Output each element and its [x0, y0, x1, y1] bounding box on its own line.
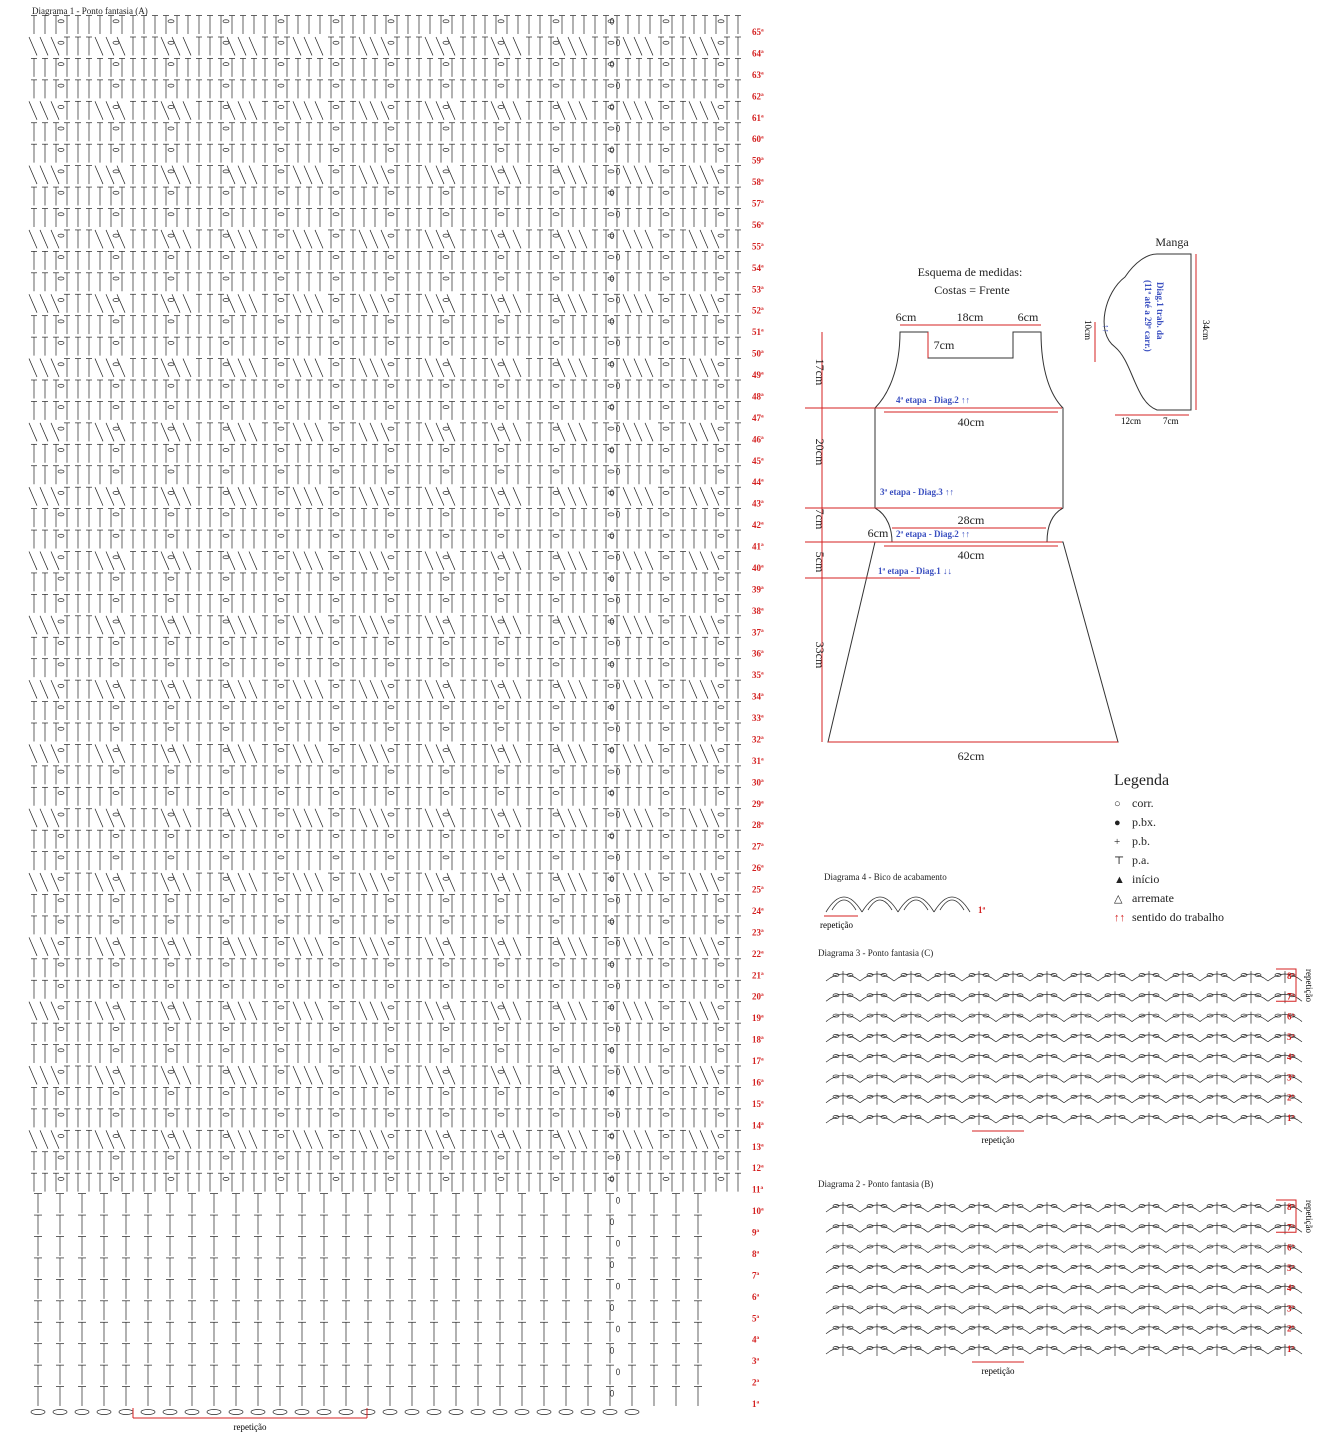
stage-4-label: 4ª etapa - Diag.2 ↑↑	[896, 395, 970, 405]
stitch-grid	[826, 1202, 1302, 1356]
diagram1-row-label: 53ª	[752, 284, 764, 295]
diagram1-row-label: 9ª	[752, 1227, 760, 1238]
diagram2-row-label: 2ª	[1287, 1323, 1295, 1334]
diagram1-row-label: 30ª	[752, 777, 764, 788]
diagram1-row-label: 1ª	[752, 1399, 760, 1409]
diagram3-row-label: 8ª	[1287, 971, 1295, 981]
single-crochet-icon: +	[1114, 835, 1121, 848]
sleeve-schema	[1075, 232, 1211, 432]
sleeve-7cm: 7cm	[1163, 416, 1179, 426]
diagram1-row-label: 39ª	[752, 584, 764, 595]
legend-item-label: sentido do trabalho	[1132, 910, 1224, 924]
stage-3-label: 3ª etapa - Diag.3 ↑↑	[880, 487, 954, 497]
diagram1-row-label: 24ª	[752, 905, 764, 916]
diagram1-row-label: 46ª	[752, 434, 764, 445]
measure-17cm: 17cm	[813, 358, 827, 386]
legend-item-label: corr.	[1132, 796, 1154, 810]
measure-28cm: 28cm	[957, 513, 985, 527]
diagram1-row-label: 56ª	[752, 219, 764, 230]
diagram1-row-label: 33ª	[752, 713, 764, 723]
legend-item	[1114, 832, 1314, 851]
diagram1-row-label: 58ª	[752, 177, 764, 188]
schema-title-1: Esquema de medidas:	[917, 265, 1023, 279]
diagram1-row-label: 11ª	[752, 1184, 764, 1195]
legend-item-label: arremate	[1132, 891, 1174, 905]
diagram1-row-label: 16ª	[752, 1077, 764, 1088]
diagram3-chart	[812, 945, 1322, 1155]
diagram1-row-label: 17ª	[752, 1056, 764, 1066]
diagram1-row-label: 26ª	[752, 863, 764, 874]
diagram1-row-label: 18ª	[752, 1034, 764, 1045]
sleeve-arrows: ↑↑	[1101, 324, 1111, 333]
diagram1-row-label: 13ª	[752, 1141, 764, 1152]
diagram1-row-label: 23ª	[752, 927, 764, 938]
diagram1-row-label: 3ª	[752, 1356, 760, 1367]
diagram1-row-label: 43ª	[752, 498, 764, 509]
diagram1-row-label: 48ª	[752, 391, 764, 402]
diagram3	[812, 945, 1322, 1155]
chain-icon: ○	[1114, 797, 1121, 810]
diagram2-title: Diagrama 2 - Ponto fantasia (B)	[818, 1179, 934, 1189]
diagram1-row-label: 22ª	[752, 948, 764, 959]
diagram1-row-label: 64ª	[752, 48, 764, 59]
diagram1-row-label: 36ª	[752, 648, 764, 659]
legend-item	[1114, 870, 1314, 889]
diagram2-row-label: 4ª	[1287, 1283, 1295, 1294]
diagram3-row-label: 3ª	[1287, 1072, 1295, 1083]
stage-1-label: 1ª etapa - Diag.1 ↓↓	[878, 566, 952, 576]
diagram1-row-label: 14ª	[752, 1120, 764, 1131]
legend-item	[1114, 794, 1314, 813]
diagram1-row-label: 41ª	[752, 541, 764, 552]
legend-item-label: início	[1132, 872, 1160, 886]
diagram4-repeat: repetição	[820, 920, 853, 930]
sleeve-12cm: 12cm	[1121, 416, 1141, 426]
diagram3-row-label: 7ª	[1287, 991, 1295, 1002]
diagram1-row-label: 27ª	[752, 841, 764, 852]
diagram1-row-label: 51ª	[752, 327, 764, 338]
legend-items	[1114, 794, 1314, 927]
sleeve-note-2: (11ª até a 29ª carr.)	[1143, 280, 1153, 352]
diagram1-row-label: 34ª	[752, 691, 764, 702]
direction-icon: ↑↑	[1114, 911, 1125, 924]
diagram1-row-label: 2ª	[752, 1377, 760, 1388]
diagram2-row-label: 8ª	[1287, 1202, 1295, 1212]
diagram1-row-label: 55ª	[752, 241, 764, 252]
diagram1-row-label: 57ª	[752, 198, 764, 209]
legend-item-label: p.a.	[1132, 853, 1150, 867]
diagram1-row-label: 5ª	[752, 1313, 760, 1324]
diagram1-row-label: 15ª	[752, 1098, 764, 1109]
diagram1-row-label: 45ª	[752, 455, 764, 466]
diagram1-row-label: 37ª	[752, 627, 764, 638]
measure-62cm: 62cm	[957, 749, 985, 763]
treble-icon: ⊤	[1114, 855, 1125, 867]
diagram3-repeat-label: repetição	[981, 1135, 1015, 1145]
legend-item-label: p.bx.	[1132, 815, 1156, 829]
end-arrow-icon: △	[1114, 893, 1123, 905]
legend-item	[1114, 851, 1314, 870]
legend	[1114, 772, 1314, 927]
diagram1-row-label: 47ª	[752, 412, 764, 423]
diagram1-row-label: 19ª	[752, 1013, 764, 1024]
diagram1-row-label: 60ª	[752, 134, 764, 145]
diagram2	[812, 1176, 1322, 1386]
diagram4-title: Diagrama 4 - Bico de acabamento	[824, 872, 947, 882]
diagram1-row-label: 49ª	[752, 370, 764, 380]
diagram1-row-label: 29ª	[752, 798, 764, 809]
diagram1-row-label: 10ª	[752, 1206, 764, 1217]
diagram1-repeat-label: repetição	[233, 1422, 267, 1432]
diagram1-row-label: 65ª	[752, 27, 764, 37]
legend-item	[1114, 908, 1314, 927]
diagram1-row-label: 40ª	[752, 562, 764, 573]
diagram4-row: 1ª	[978, 905, 986, 915]
diagram2-side-label: repetição	[1304, 1200, 1314, 1233]
diagram1-row-label: 21ª	[752, 970, 764, 981]
diagram1-row-label: 12ª	[752, 1163, 764, 1174]
diagram1-row-label: 50ª	[752, 348, 764, 359]
diagram1-title: Diagrama 1 - Ponto fantasia (A)	[32, 6, 148, 16]
diagram3-side-label: repetição	[1304, 969, 1314, 1002]
diagram1-row-label: 32ª	[752, 734, 764, 745]
measure-20cm: 20cm	[813, 438, 827, 466]
diagram2-repeat-label: repetição	[981, 1366, 1015, 1376]
diagram1-row-label: 63ª	[752, 69, 764, 80]
diagram1-row-label: 31ª	[752, 755, 764, 766]
measure-5cm: 5cm	[813, 551, 827, 573]
diagram2-row-label: 5ª	[1287, 1262, 1295, 1273]
diagram2-row-label: 3ª	[1287, 1303, 1295, 1314]
diagram4	[818, 870, 1018, 940]
diagram1-row-label: 61ª	[752, 112, 764, 123]
stage-2-label: 2ª etapa - Diag.2 ↑↑	[896, 529, 970, 539]
sleeve-34cm: 34cm	[1201, 320, 1211, 340]
diagram1-row-label: 35ª	[752, 670, 764, 681]
diagram1-row-label: 7ª	[752, 1270, 760, 1281]
diagram2-row-label: 1ª	[1287, 1344, 1295, 1354]
schema-title-2: Costas = Frente	[934, 283, 1010, 297]
diagram1-row-label: 42ª	[752, 520, 764, 531]
diagram1-row-label: 25ª	[752, 884, 764, 895]
diagram3-row-label: 1ª	[1287, 1113, 1295, 1123]
diagram1-row-label: 38ª	[752, 605, 764, 616]
diagram1-row-label: 20ª	[752, 991, 764, 1002]
diagram1-row-label: 62ª	[752, 91, 764, 102]
legend-title: Legenda	[1114, 772, 1170, 789]
measure-18cm: 18cm	[956, 310, 984, 324]
diagram1-row-label: 59ª	[752, 155, 764, 166]
diagram2-row-label: 6ª	[1287, 1242, 1295, 1253]
diagram3-row-label: 2ª	[1287, 1092, 1295, 1103]
diagram1-row-label: 52ª	[752, 305, 764, 316]
diagram3-row-label: 6ª	[1287, 1011, 1295, 1022]
diagram1-row-label: 6ª	[752, 1291, 760, 1302]
legend-item-label: p.b.	[1132, 834, 1150, 848]
measure-40cm-top: 40cm	[957, 415, 985, 429]
stitch-grid	[826, 971, 1302, 1125]
measure-6cm-side: 6cm	[867, 526, 889, 540]
slip-stitch-icon: ●	[1114, 816, 1121, 829]
measure-6cm-right: 6cm	[1017, 310, 1039, 324]
diagram3-row-label: 5ª	[1287, 1031, 1295, 1042]
diagram1-row-label: 54ª	[752, 262, 764, 273]
diagram1-row-label: 4ª	[752, 1334, 760, 1345]
diagram3-row-label: 4ª	[1287, 1052, 1295, 1063]
diagram2-row-label: 7ª	[1287, 1222, 1295, 1233]
measure-40cm-bottom: 40cm	[957, 548, 985, 562]
legend-item	[1114, 889, 1314, 908]
sleeve-note-1: Diag.1 trab. da	[1155, 282, 1165, 340]
measure-7cm-neck: 7cm	[933, 338, 955, 352]
legend-item	[1114, 813, 1314, 832]
stitch-grid	[29, 16, 741, 1415]
sleeve-title: Manga	[1155, 235, 1189, 249]
diagram1-row-label: 8ª	[752, 1248, 760, 1259]
measure-7cm: 7cm	[813, 508, 827, 530]
measure-6cm-left: 6cm	[895, 310, 917, 324]
sleeve-10cm: 10cm	[1083, 320, 1093, 340]
measure-33cm: 33cm	[813, 641, 827, 669]
diagram1-row-label: 28ª	[752, 820, 764, 831]
diagram4-chart	[818, 870, 1018, 940]
start-arrow-icon: ▲	[1114, 873, 1125, 886]
diagram2-chart	[812, 1176, 1322, 1386]
diagram1-row-label: 44ª	[752, 477, 764, 488]
diagram3-title: Diagrama 3 - Ponto fantasia (C)	[818, 948, 934, 958]
